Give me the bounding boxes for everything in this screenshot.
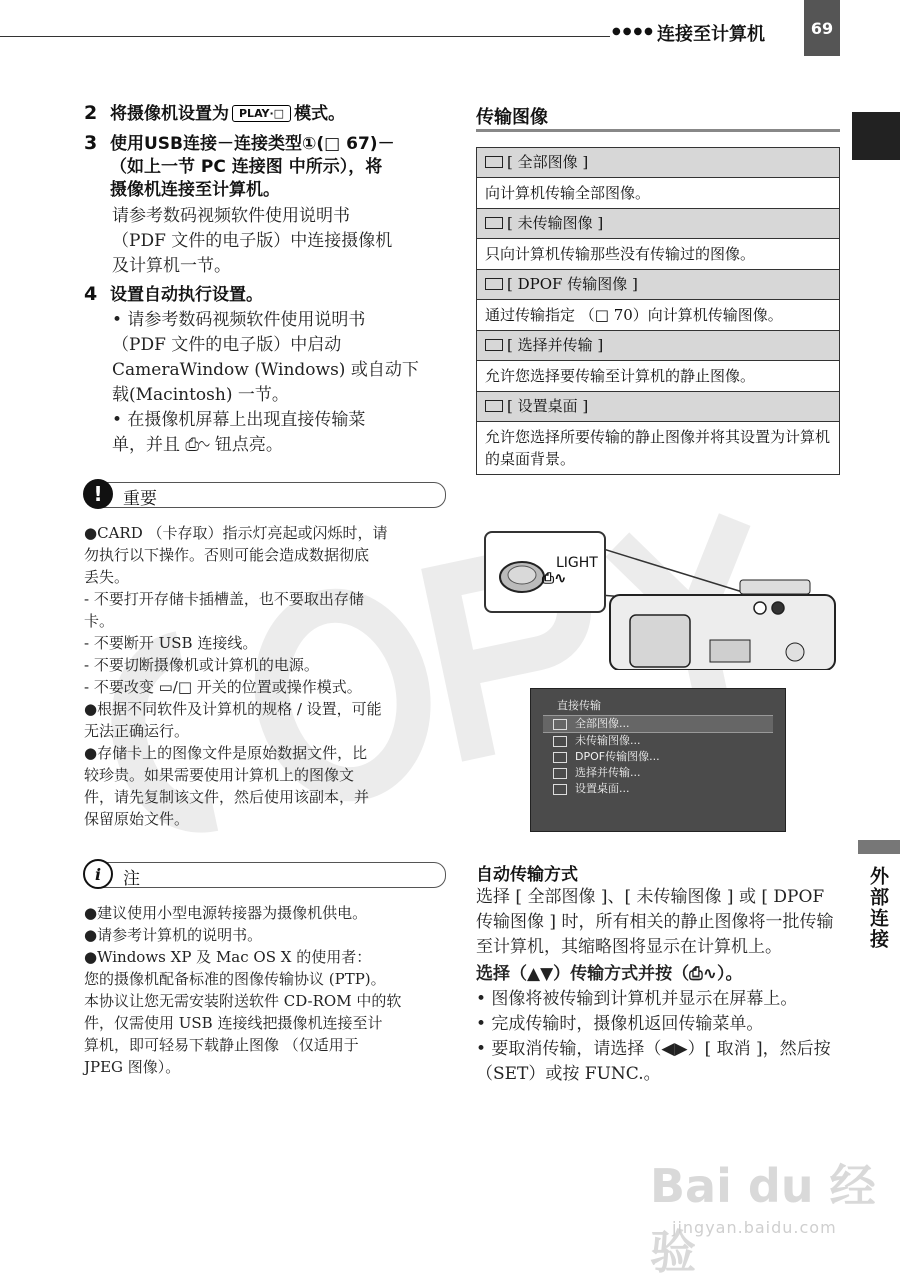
menu-item-label: DPOF传输图像...	[575, 750, 660, 763]
transfer-option-label: [ 选择并传输 ]	[507, 336, 604, 354]
transfer-option-description: 向计算机传输全部图像。	[477, 178, 839, 209]
menu-item-icon	[553, 768, 567, 779]
step-3-number: 3	[84, 132, 98, 154]
step-4-sub-2: （PDF 文件的电子版）中启动	[112, 335, 342, 355]
transfer-option-header	[477, 270, 839, 300]
important-line: - 不要改变 ▭/□ 开关的位置或操作模式。	[84, 678, 362, 696]
note-line: ●请参考计算机的说明书。	[84, 926, 263, 944]
note-line: ●建议使用小型电源转接器为摄像机供电。	[84, 904, 368, 922]
menu-item	[543, 749, 773, 765]
transfer-option-label: [ DPOF 传输图像 ]	[507, 275, 638, 293]
important-line: 件，请先复制该文件，然后使用该副本，并	[84, 788, 370, 806]
important-notice-header	[84, 482, 446, 508]
auto-transfer-bullet-1: • 图像将被传输到计算机并显示在屏幕上。	[476, 989, 798, 1009]
camcorder-speaker	[786, 643, 804, 661]
direct-transfer-menu	[543, 697, 773, 797]
important-line: - 不要切断摄像机或计算机的电源。	[84, 656, 319, 674]
important-line: 保留原始文件。	[84, 810, 190, 828]
step-3-line-3: 摄像机连接至计算机。	[110, 180, 280, 200]
auto-transfer-paragraph: 选择 [ 全部图像 ]、[ 未传输图像 ] 或 [ DPOF 传输图像 ] 时，所有相关的静止图像将一批传输至计算机，其缩略图将显示在计算机上。	[476, 887, 834, 957]
transfer-option-description: 允许您选择所要传输的静止图像并将其设置为计算机的桌面背景。	[477, 422, 839, 474]
step-4-sub-1: • 请参考数码视频软件使用说明书	[112, 310, 366, 330]
important-title: 重要	[123, 489, 157, 509]
menu-item-icon	[553, 784, 567, 795]
menu-item	[543, 715, 773, 733]
camcorder-button-1	[754, 602, 766, 614]
step-4-subtext	[112, 308, 450, 458]
camcorder-top-panel	[740, 580, 810, 594]
transfer-option-description: 通过传输指定 （□ 70）向计算机传输图像。	[477, 300, 839, 331]
menu-items	[543, 715, 773, 797]
step-3-line-1: 使用USB连接－连接类型①(□ 67)－	[110, 134, 395, 154]
light-button-callout	[484, 531, 606, 613]
callout-line-top	[600, 548, 762, 598]
transfer-title-rule	[476, 129, 840, 132]
camcorder-illustration	[600, 540, 840, 670]
note-line: JPEG 图像）。	[84, 1058, 181, 1076]
transfer-option-description: 只向计算机传输那些没有传输过的图像。	[477, 239, 839, 270]
note-line: ●Windows XP 及 Mac OS X 的使用者：	[84, 948, 372, 966]
important-list	[84, 522, 454, 830]
print-share-icon: ⎙∿	[542, 569, 567, 587]
transfer-option-icon	[485, 400, 503, 412]
transfer-option-icon	[485, 156, 503, 168]
note-line: 件，仅需使用 USB 连接线把摄像机连接至计	[84, 1014, 383, 1032]
important-line: 丢失。	[84, 568, 130, 586]
transfer-section-title: 传输图像	[476, 107, 548, 128]
light-label: LIGHT	[556, 555, 598, 571]
auto-transfer-text	[476, 885, 838, 1087]
note-header	[84, 862, 446, 888]
transfer-option-label: [ 未传输图像 ]	[507, 214, 604, 232]
exclamation-icon: !	[83, 479, 113, 509]
menu-item-label: 全部图像...	[575, 717, 630, 730]
step-4-sub-3: CameraWindow (Windows) 或自动下	[112, 360, 419, 380]
header-title: 连接至计算机	[657, 24, 765, 45]
transfer-option-header	[477, 331, 839, 361]
step-3-line-2: （如上一节 PC 连接图 中所示），将	[110, 157, 383, 177]
step-3-sub-1: 请参考数码视频软件使用说明书	[112, 206, 350, 226]
step-2-text	[110, 103, 450, 126]
play-mode-badge: PLAY·□	[232, 105, 291, 122]
camcorder-port-cover	[710, 640, 750, 662]
note-title: 注	[123, 869, 140, 889]
step-3-sub-3: 及计算机一节。	[112, 256, 231, 276]
page-number: 69	[804, 0, 840, 56]
print-share-button-face	[508, 566, 536, 584]
menu-item-icon	[553, 752, 567, 763]
transfer-option-label: [ 设置桌面 ]	[507, 397, 589, 415]
step-3-sub-2: （PDF 文件的电子版）中连接摄像机	[112, 231, 393, 251]
transfer-option-description: 允许您选择要传输至计算机的静止图像。	[477, 361, 839, 392]
menu-item-icon	[553, 719, 567, 730]
transfer-option-header	[477, 392, 839, 422]
step-2-number: 2	[84, 102, 98, 124]
menu-item-label: 未传输图像...	[575, 734, 641, 747]
baidu-watermark: Bai du 经验	[650, 1159, 876, 1279]
step-3-text	[110, 133, 450, 202]
step-4-sub-4: 载(Macintosh) 一节。	[112, 385, 289, 405]
step-4-sub-6: 单，并且 ⎙∿ 钮点亮。	[112, 435, 283, 455]
menu-item-label: 设置桌面...	[575, 782, 630, 795]
menu-item-icon	[553, 736, 567, 747]
auto-transfer-title: 自动传输方式	[476, 865, 578, 885]
transfer-option-icon	[485, 217, 503, 229]
menu-item	[543, 781, 773, 797]
info-icon: i	[83, 859, 113, 889]
camcorder-lens-housing	[630, 615, 690, 667]
note-line: 算机，即可轻易下载静止图像 （仅适用于	[84, 1036, 359, 1054]
important-line: 勿执行以下操作。否则可能会造成数据彻底	[84, 546, 370, 564]
important-line: ●CARD （卡存取）指示灯亮起或闪烁时，请	[84, 524, 388, 542]
auto-transfer-bullet-3: • 要取消传输，请选择（◀▶）[ 取消 ]，然后按（SET）或按 FUNC.。	[476, 1039, 831, 1084]
side-tab-marker	[852, 112, 900, 160]
header-dots: ●●●●	[612, 26, 655, 37]
step-4-number: 4	[84, 283, 98, 305]
auto-transfer-instruction: 选择（▲▼）传输方式并按（⎙∿）。	[476, 964, 743, 984]
camcorder-direct-print-button	[772, 602, 784, 614]
transfer-option-header	[477, 148, 839, 178]
step-3-subtext	[112, 204, 450, 279]
important-line: - 不要打开存储卡插槽盖，也不要取出存储	[84, 590, 364, 608]
menu-item-label: 选择并传输...	[575, 766, 641, 779]
step-4-title: 设置自动执行设置。	[110, 285, 263, 305]
light-button-closeup	[486, 533, 604, 611]
important-line: ●根据不同软件及计算机的规格 / 设置，可能	[84, 700, 382, 718]
menu-item	[543, 765, 773, 781]
menu-item	[543, 733, 773, 749]
header-rule	[0, 36, 610, 37]
menu-title: 直接传输	[557, 699, 601, 712]
important-line: - 不要断开 USB 连接线。	[84, 634, 258, 652]
auto-transfer-bullet-2: • 完成传输时，摄像机返回传输菜单。	[476, 1014, 764, 1034]
transfer-option-icon	[485, 278, 503, 290]
important-line: 较珍贵。如果需要使用计算机上的图像文	[84, 766, 355, 784]
transfer-option-header	[477, 209, 839, 239]
important-line: 无法正确运行。	[84, 722, 190, 740]
important-line: 卡。	[84, 612, 115, 630]
note-line: 您的摄像机配备标准的图像传输协议 (PTP)。	[84, 970, 386, 988]
transfer-table	[476, 147, 840, 475]
note-line: 本协议让您无需安装附送软件 CD-ROM 中的软	[84, 992, 402, 1010]
step-4-sub-5: • 在摄像机屏幕上出现直接传输菜	[112, 410, 366, 430]
side-section-label: 外部连接	[867, 866, 889, 950]
step-2-text-a: 将摄像机设置为	[110, 104, 229, 124]
transfer-option-label: [ 全部图像 ]	[507, 153, 589, 171]
side-section-bar	[858, 840, 900, 854]
direct-transfer-menu-screenshot	[530, 688, 786, 832]
step-2-text-b: 模式。	[294, 104, 346, 124]
note-list	[84, 902, 454, 1078]
important-line: ●存储卡上的图像文件是原始数据文件，比	[84, 744, 368, 762]
baidu-watermark-url: jingyan.baidu.com	[672, 1218, 837, 1237]
transfer-option-icon	[485, 339, 503, 351]
